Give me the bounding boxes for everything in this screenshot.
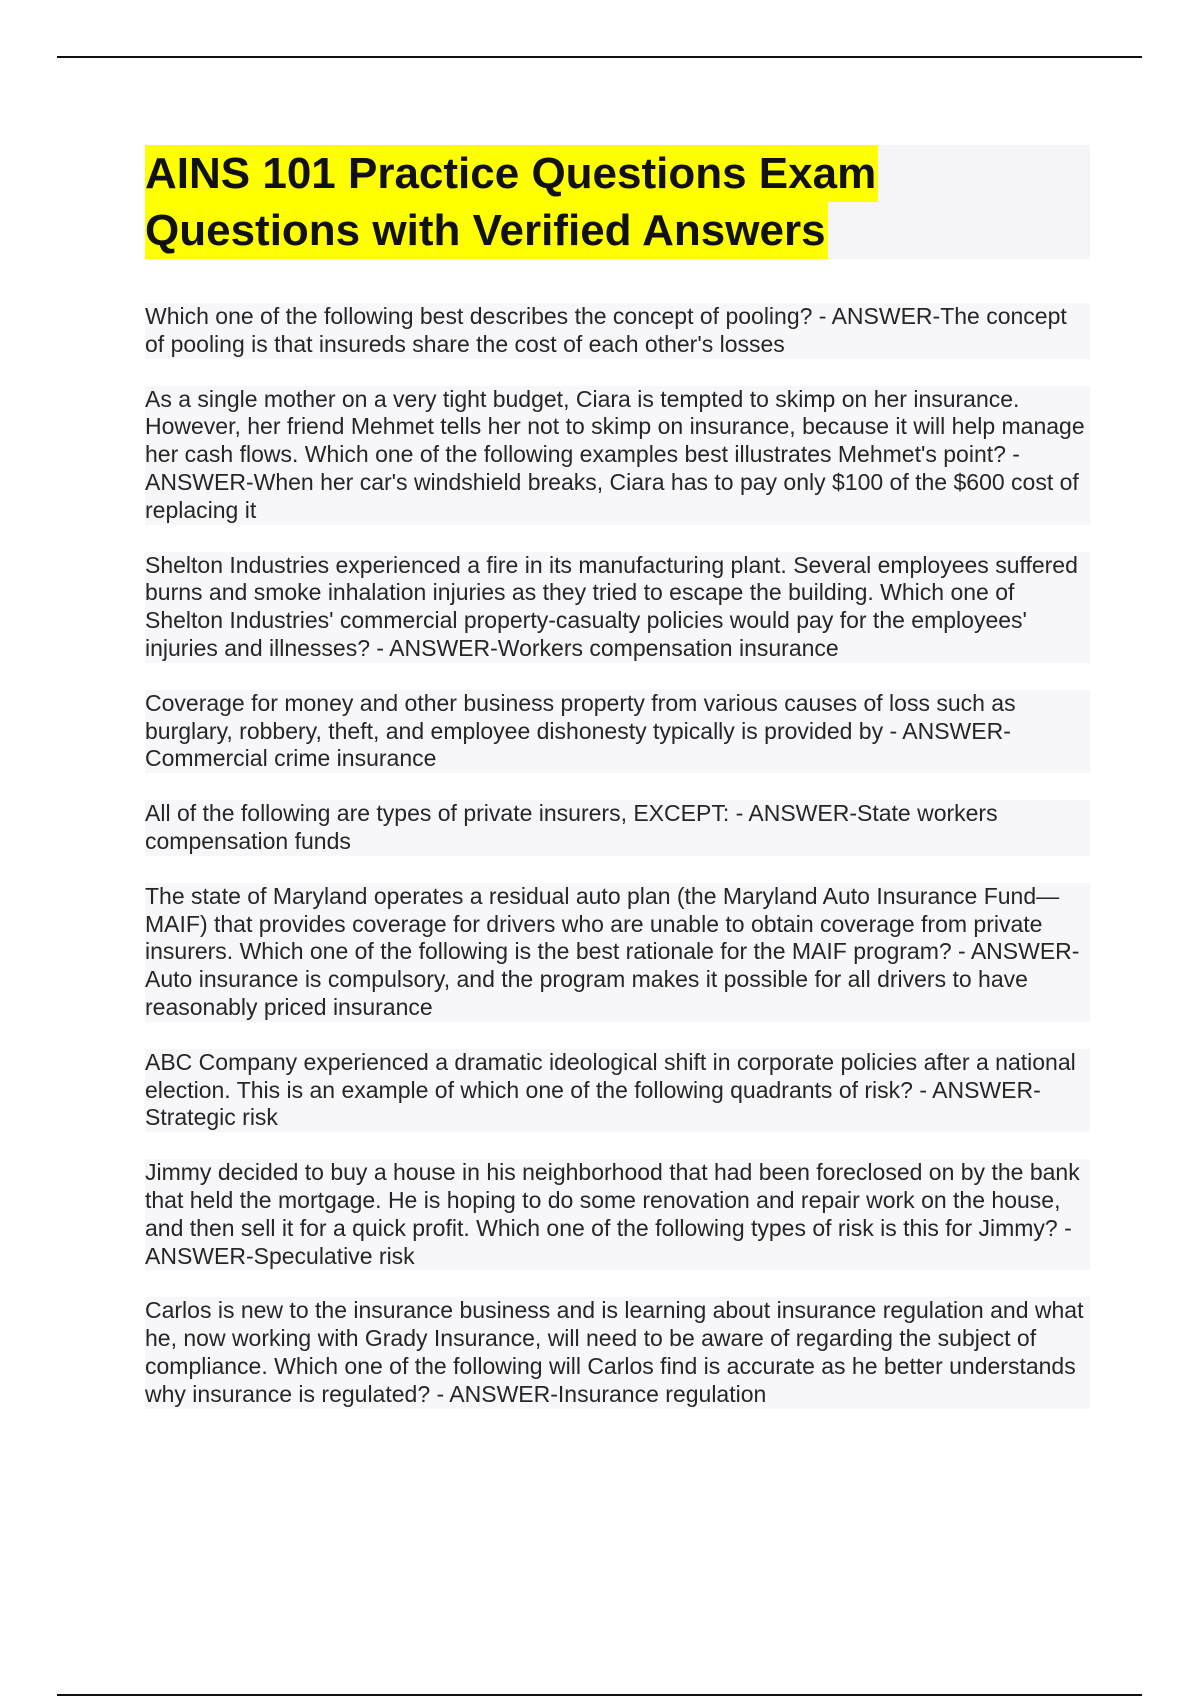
header-rule <box>57 56 1142 58</box>
qa-item-pooling: Which one of the following best describes the concept of pooling? - ANSWER-The concept of pooling is that insureds share the cost of each other's losses <box>145 303 1090 359</box>
qa-item-cash-flow: As a single mother on a very tight budget, Ciara is tempted to skimp on her insurance. However, her friend Mehmet tells her not to skimp on insurance, because it will help manage her cash flows. Which one of the following examples best illustrates Mehmet's point? - ANSWER-When her car's windshield breaks, Ciara has to pay only $100 of the $600 cost of replacing it <box>145 386 1090 525</box>
title-line-2: Questions with Verified Answers <box>145 202 828 259</box>
title-line-1: AINS 101 Practice Questions Exam <box>145 145 878 202</box>
qa-item-insurance-regulation: Carlos is new to the insurance business and is learning about insurance regulation and what he, now working with Grady Insurance, will need to be aware of regarding the subject of compliance. Which one of the following will Carlos find is accurate as he better understands why insurance is regulated? - ANSWER-Insurance regulation <box>145 1297 1090 1408</box>
qa-item-strategic-risk: ABC Company experienced a dramatic ideological shift in corporate policies after a national election. This is an example of which one of the following quadrants of risk? - ANSWER-Strategic risk <box>145 1049 1090 1132</box>
qa-item-speculative-risk: Jimmy decided to buy a house in his neighborhood that had been foreclosed on by the bank that held the mortgage. He is hoping to do some renovation and repair work on the house, and then sell it for a quick profit. Which one of the following types of risk is this for Jimmy? - ANSWER-Speculative risk <box>145 1159 1090 1270</box>
document-title <box>145 145 1090 259</box>
qa-list <box>145 303 1090 1436</box>
qa-item-workers-comp: Shelton Industries experienced a fire in its manufacturing plant. Several employees suffered burns and smoke inhalation injuries as they tried to escape the building. Which one of Shelton Industries' commercial property-casualty policies would pay for the employees' injuries and illnesses? - ANSWER-Workers compensation insurance <box>145 552 1090 663</box>
qa-item-crime-insurance: Coverage for money and other business property from various causes of loss such as burglary, robbery, theft, and employee dishonesty typically is provided by - ANSWER-Commercial crime insurance <box>145 690 1090 773</box>
qa-item-maif: The state of Maryland operates a residual auto plan (the Maryland Auto Insurance Fund—MAIF) that provides coverage for drivers who are unable to obtain coverage from private insurers. Which one of the following is the best rationale for the MAIF program? - ANSWER-Auto insurance is compulsory, and the program makes it possible for all drivers to have reasonably priced insurance <box>145 883 1090 1022</box>
qa-item-private-insurers: All of the following are types of private insurers, EXCEPT: - ANSWER-State workers compensation funds <box>145 800 1090 856</box>
footer-rule <box>57 1694 1142 1696</box>
